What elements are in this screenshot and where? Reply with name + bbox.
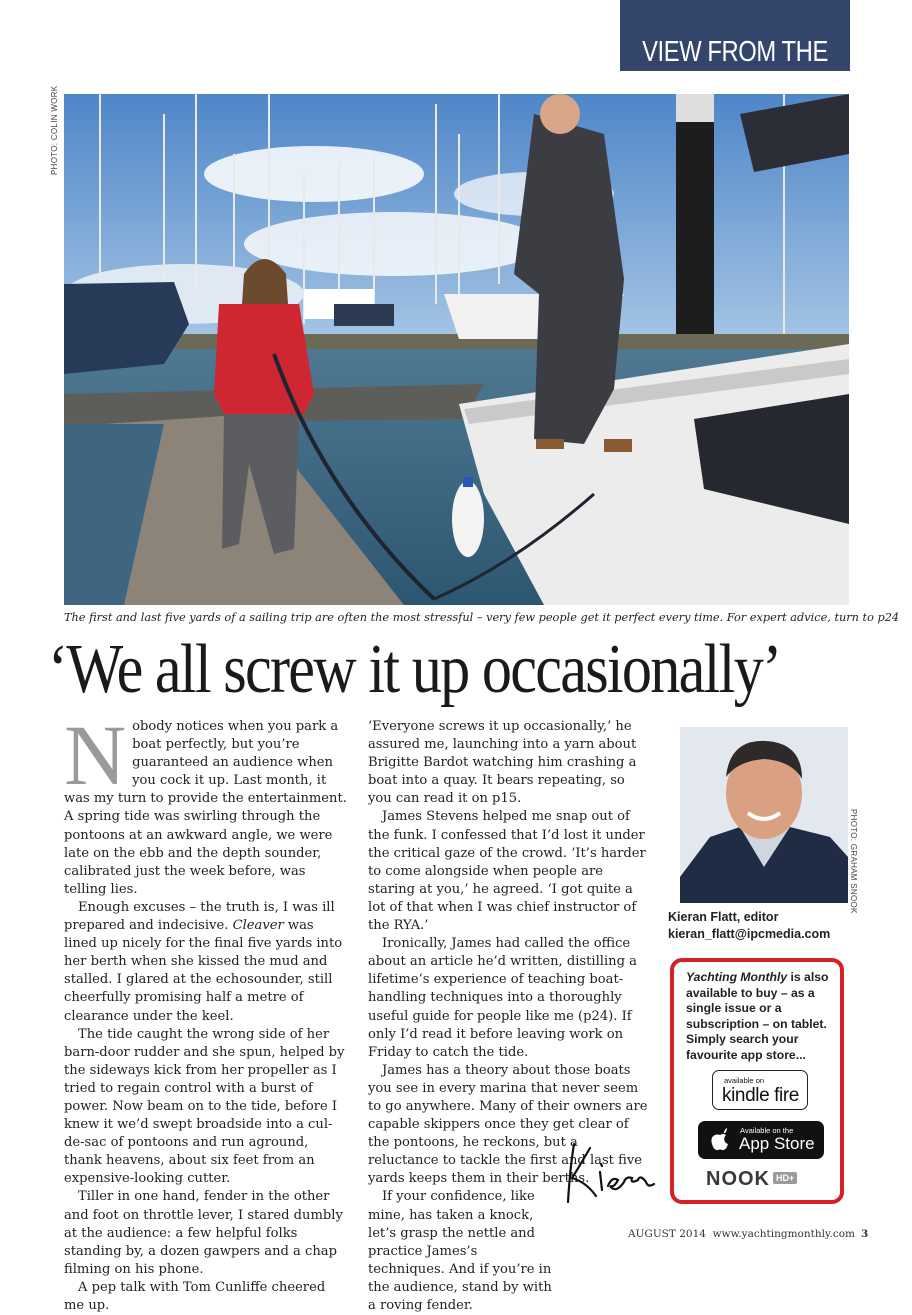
apple-icon [710, 1128, 730, 1157]
paragraph: A pep talk with Tom Cunliffe cheered me up. [64, 1279, 326, 1313]
paragraph: Ironically, James had called the office about an article he’d written, distilling a lifetime’s experience of teaching boat-handling techniques into a thoroughly useful guide for people like me (p24). If only I’d read it before leaving work on Friday to catch the tide. [368, 936, 637, 1060]
promo-body: is also available to buy – as a single issue or a subscription – on tablet. Simply search your favourite app store... [686, 970, 829, 1062]
editor-name: Kieran Flatt, editor [668, 910, 779, 924]
editor-photo [680, 727, 848, 903]
paragraph-text: was lined up nicely for the final five yards into her berth when she kissed the mud and stalled. I glared at the echosounder, still cheerfully promising half a metre of clearance under the keel. [64, 918, 343, 1024]
paragraph: James Stevens helped me snap out of the funk. I confessed that I’d lost it under the critical gaze of the crowd. ‘It’s harder to come alongside when people are staring at you,’ he agreed. ‘I got quite a lot of that when I was chief instructor of the RYA.’ [368, 809, 646, 934]
paragraph: ‘Everyone screws it up occasionally,’ he assured me, launching into a yarn about Brigitte Bardot watching him crashing a boat into a quay. It bears repeating, so you can read it on p15. [368, 719, 637, 807]
page-number: 3 [861, 1228, 869, 1240]
paragraph: If your confidence, like mine, has taken a knock, let’s grasp the nettle and practice James’s techniques. And if you’re in the audience, stand by with a roving fender. [368, 1189, 552, 1313]
kindle-badge-small: available on [724, 1076, 765, 1085]
article-column-1 [64, 707, 347, 1315]
app-store-promo [670, 958, 844, 1204]
paragraph: The tide caught the wrong side of her barn-door rudder and she spun, helped by the sideways kick from her propeller as I tried to regain control with a burst of power. Now beam on to the tide, before I knew it we’d swept broadside into a cul-de-sac of pontoons and run aground, thank heavens, about six feet from an expensive-looking cutter. [64, 1026, 345, 1187]
article-column-2 [368, 718, 650, 1315]
website-url[interactable]: www.yachtingmonthly.com [712, 1228, 855, 1240]
issue-date: AUGUST 2014 [628, 1228, 706, 1240]
photo-credit: PHOTO: COLIN WORK [50, 85, 59, 175]
nook-label: NOOK [706, 1168, 770, 1190]
editor-photo-credit: PHOTO: GRAHAM SNOOK [849, 809, 858, 914]
editor-email[interactable]: kieran_flatt@ipcmedia.com [668, 927, 831, 941]
paragraph-text: Enough excuses – the truth is, I was ill prepared and indecisive. [64, 899, 335, 934]
magazine-name: Yachting Monthly [686, 970, 788, 984]
promo-text [686, 970, 836, 1063]
paragraph-text: obody notices when you park a boat perfectly, but you’re guaranteed an audience when you cock it up. Last month, it was my turn to provide the entertainment. A spring tide was swirling through the pontoons at an awkward angle, we were late on the ebb and the depth sounder, calibrated just the week before, was telling lies. [64, 719, 347, 897]
boat-name: Cleaver [232, 918, 284, 934]
headline: ‘We all screw it up occasionally’ [48, 631, 781, 708]
kindle-badge-label: kindle fire [722, 1085, 799, 1106]
section-title: VIEW FROM THE [642, 36, 828, 68]
photo-caption: The first and last five yards of a sailing trip are often the most stressful – very few people get it perfect every time. For expert advice, turn to p24 [64, 611, 900, 624]
nook-hd-badge[interactable] [706, 1168, 797, 1191]
drop-cap: N [64, 707, 127, 803]
kindle-fire-badge[interactable] [712, 1070, 808, 1110]
paragraph: Tiller in one hand, fender in the other and foot on throttle lever, I stared dumbly at the audience: a few helpful folks standing by, a dozen gawpers and a chap filming on his phone. [64, 1189, 343, 1277]
hero-photo [64, 94, 849, 605]
editor-signature [560, 1138, 660, 1212]
nook-hd-label: HD+ [773, 1172, 797, 1184]
app-store-label: App Store [739, 1134, 815, 1153]
app-store-small: Available on the [740, 1126, 794, 1135]
paragraph [64, 707, 347, 899]
section-tab [620, 0, 850, 71]
paragraph: James has a theory about those boats you see in every marina that never seem to go anywhere. Many of their owners are capable skippers once they get clear of the pontoons, he reckons, but a reluctance to tackle the first and last five yards keeps them in their berths. [368, 1062, 648, 1187]
paragraph [64, 899, 347, 1026]
app-store-badge[interactable] [698, 1121, 824, 1159]
editor-credit [668, 909, 830, 943]
page-footer [628, 1228, 868, 1240]
